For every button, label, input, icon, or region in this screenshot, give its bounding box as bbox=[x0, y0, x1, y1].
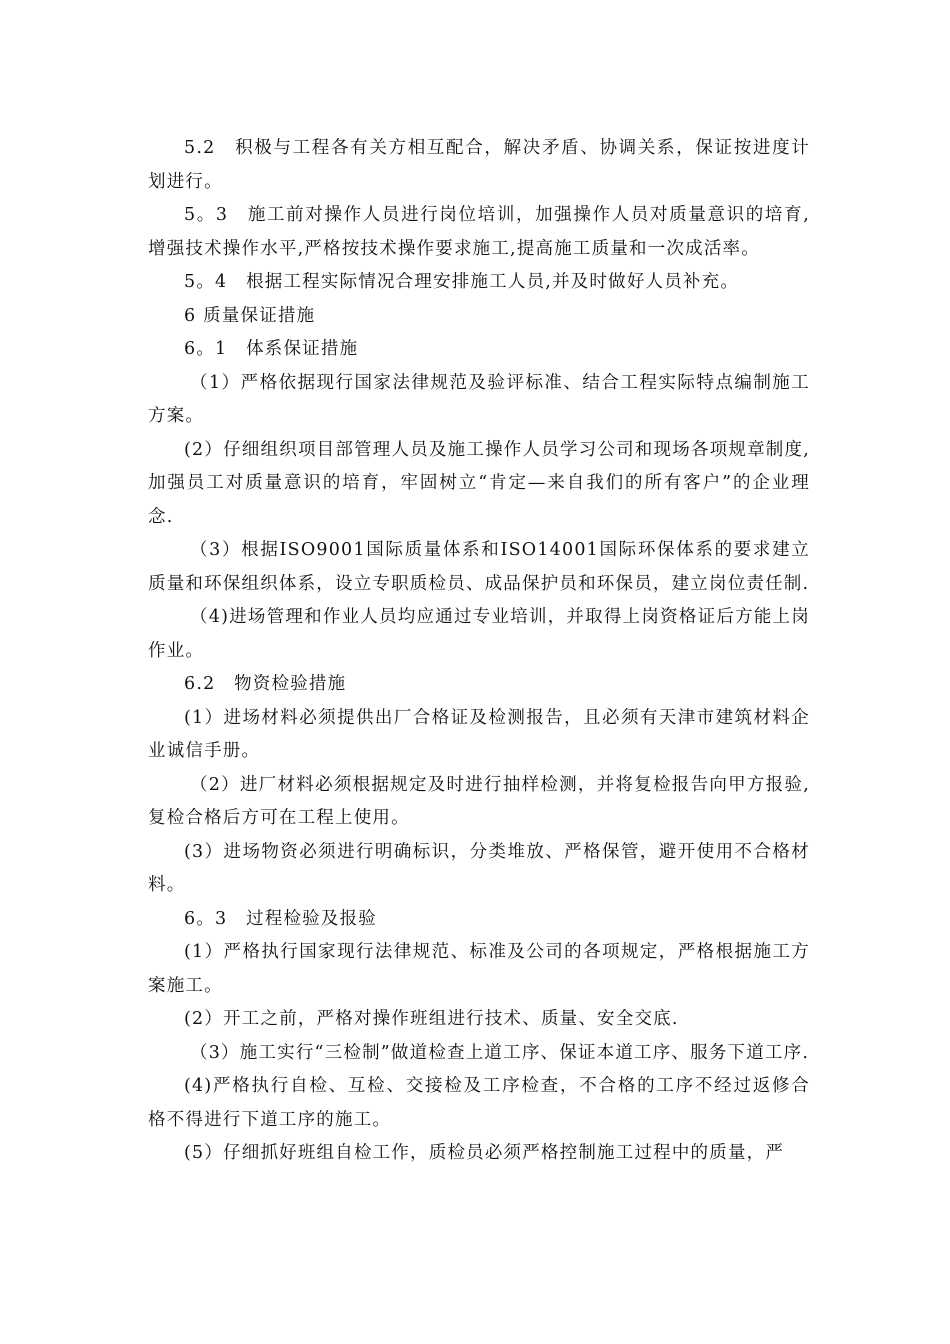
paragraph-6-3-5: (5）仔细抓好班组自检工作，质检员必须严格控制施工过程中的质量，严 bbox=[184, 1143, 785, 1163]
paragraph-6-1-1: （1）严格依据现行国家法律规范及验评标准、结合工程实际特点编制施工方案。 bbox=[148, 372, 810, 426]
subsection-heading-6-3: 6。3 过程检验及报验 bbox=[184, 908, 377, 929]
paragraph-6-3-4: (4)严格执行自检、互检、交接检及工序检查，不合格的工序不经过返修合格不得进行下道工序的施工。 bbox=[148, 1076, 810, 1130]
paragraph-6-3-1: (1）严格执行国家现行法律规范、标准及公司的各项规定，严格根据施工方案施工。 bbox=[148, 942, 810, 996]
paragraph-6-2-1: (1）进场材料必须提供出厂合格证及检测报告，且必须有天津市建筑材料企业诚信手册。 bbox=[148, 707, 810, 761]
paragraph-5-4: 5。4 根据工程实际情况合理安排施工人员,并及时做好人员补充。 bbox=[184, 272, 740, 292]
paragraph-5-3: 5。3 施工前对操作人员进行岗位培训，加强操作人员对质量意识的培育,增强技术操作水平,严格按技术操作要求施工,提高施工质量和一次成活率。 bbox=[148, 205, 810, 259]
paragraph-6-3-2: (2）开工之前，严格对操作班组进行技术、质量、安全交底. bbox=[184, 1009, 679, 1029]
section-heading-6: 6 质量保证措施 bbox=[184, 305, 316, 326]
paragraph-6-1-2: (2）仔细组织项目部管理人员及施工操作人员学习公司和现场各项规章制度,加强员工对质量意识的培育，牢固树立“肯定—来自我们的所有客户”的企业理念. bbox=[148, 439, 810, 527]
subsection-heading-6-1: 6。1 体系保证措施 bbox=[184, 339, 359, 359]
paragraph-6-1-4: （4)进场管理和作业人员均应通过专业培训，并取得上岗资格证后方能上岗作业。 bbox=[148, 607, 810, 661]
document-body bbox=[148, 132, 810, 1171]
subsection-heading-6-2: 6.2 物资检验措施 bbox=[184, 674, 347, 694]
paragraph-6-2-3: (3）进场物资必须进行明确标识，分类堆放、严格保管，避开使用不合格材料。 bbox=[148, 841, 810, 895]
paragraph-6-3-3: （3）施工实行“三检制”做道检查上道工序、保证本道工序、服务下道工序. bbox=[190, 1042, 810, 1063]
paragraph-5-2: 5.2 积极与工程各有关方相互配合，解决矛盾、协调关系，保证按进度计划进行。 bbox=[148, 138, 810, 192]
paragraph-6-1-3: （3）根据ISO9001国际质量体系和ISO14001国际环保体系的要求建立质量和环保组织体系，设立专职质检员、成品保护员和环保员，建立岗位责任制. bbox=[148, 540, 810, 594]
paragraph-6-2-2: （2）进厂材料必须根据规定及时进行抽样检测，并将复检报告向甲方报验,复检合格后方可在工程上使用。 bbox=[148, 774, 810, 828]
